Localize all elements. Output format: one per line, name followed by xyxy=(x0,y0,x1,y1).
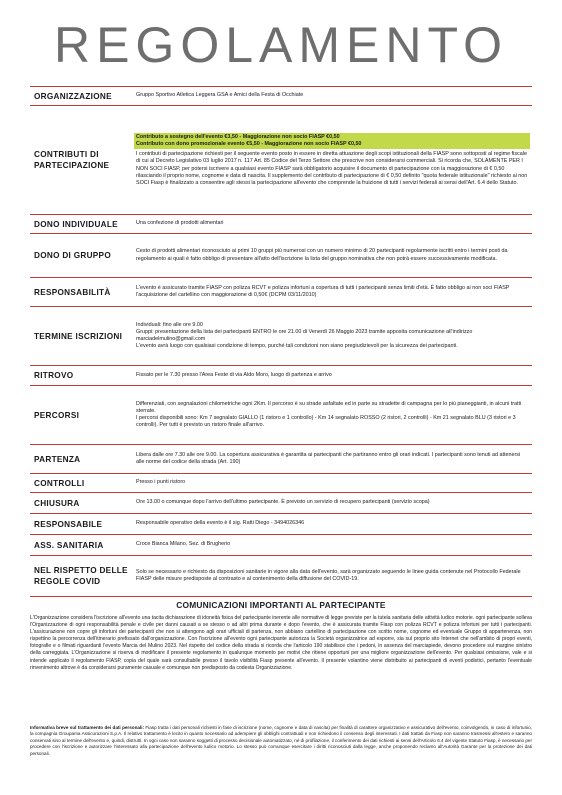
rule-value xyxy=(134,278,532,306)
rule-text: I contributi di partecipazione richiesti per il seguente evento posto in essere in diretta attuazione degli scopi istituzionali della FIASP sono sottoposti al regime fiscale di cui al Decreto Legislativo 03 luglio 2017 n. 117 Art. 85 Codice del Terzo Settore che prescrive non considerarsi commerciali. Si ricorda che, SOLAMENTE PER I NON SOCI FIASP, per potersi iscrivere a qualsiasi evento FIASP sarà obbligatorio acquisire il documento di partecipazione con la maggiorazione di € 0,50 rilasciando il proprio nome, cognome e data di nascita. Il supplemento del contributo di partecipazione di € 0,50 definito "quota federale istituzionale" richiesto ai non SOCI Fiasp è finalizzato a consentire agli stessi la partecipazione all'evento che comprende la fruizione di tutti i servizi federali ai sensi dell'Art. 6.4 dello Statuto. xyxy=(136,151,528,186)
rule-label: PARTENZA xyxy=(34,454,81,464)
rule-value xyxy=(134,234,532,277)
rule-value xyxy=(134,307,532,365)
rule-text: Ore 13.00 o comunque dopo l'arrivo dell'ultimo partecipante. È previsto un servizio di recupero partecipanti (servizio scopa) xyxy=(136,499,430,506)
rule-value xyxy=(134,386,532,444)
rule-label: DONO INDIVIDUALE xyxy=(34,219,118,229)
rule-text: Individuali: fino alle ore 9.00 xyxy=(136,321,203,328)
rule-text: Libera dalle ore 7.30 alle ore 9.00. La copertura assicurativa è garantita ai partecipanti che partiranno entro gli orari indicati. I partecipanti sono tenuti ad attenersi alle norme del codice della strada (Art. 190) xyxy=(136,451,521,465)
rule-label: ORGANIZZAZIONE xyxy=(34,91,112,101)
rule-text: L'evento è assicurato tramite FIASP con polizza RCVT e polizza infortuni a copertura di tutti i partecipanti senza limiti d'età. È fatto obbligo ai non soci FIASP l'acquisizione del cartellino con maggiorazione di 0,50€ (DCPM 03/11/2010) xyxy=(136,284,510,298)
contribution-highlight xyxy=(134,133,530,149)
rule-label: ASS. SANITARIA xyxy=(34,540,104,550)
rule-text: L'evento avrà luogo con qualsiasi condizione di tempo, purché tali condizioni non siano pregiudizievoli per la sicurezza dei partecipanti. xyxy=(136,343,458,350)
rule-row xyxy=(30,278,532,307)
rule-label: CONTROLLI xyxy=(34,478,85,488)
rule-row xyxy=(30,215,532,234)
rule-text: Una confezione di prodotti alimentari xyxy=(136,220,224,227)
rule-text: I percorsi disponibili sono: Km 7 segnalato GIALLO (1 ristoro e 1 controllo) - Km 14 segnalato ROSSO (2 ristori, 2 controlli) - Km 21 segnalato BLU (3 ristori e 3 controlli). Per tutti è previsto un ristoro finale all'arrivo. xyxy=(136,415,516,429)
rule-text: Gruppo Sportivo Atletica Leggera GSA e Amici della Festa di Occhiate xyxy=(136,92,304,99)
privacy-heading: Informativa breve sul trattamento dei dati personali: xyxy=(30,725,145,730)
rule-text: Croce Bianca Milano, Sez. di Brugherio xyxy=(136,541,231,548)
privacy-info xyxy=(30,725,532,757)
rule-value xyxy=(134,514,532,534)
rule-value xyxy=(134,87,532,105)
rule-row xyxy=(30,445,532,474)
rule-row xyxy=(30,234,532,278)
rule-label: TERMINE ISCRIZIONI xyxy=(34,331,123,341)
rule-text: Cesto di prodotti alimentari riconosciuto ai primi 10 gruppi più numerosi con un numero minimo di 20 partecipanti regolarmente iscritti entro i termini posti da regolamento ai quali è fatto obbligo di presentare all'atto dell'iscrizione la lista del gruppo nominativa che non potrà essere successivamente modificata. xyxy=(136,248,508,262)
rule-text: Presso i punti ristoro xyxy=(136,479,186,486)
rule-text: Fissato per le 7.30 presso l'Area Feste di via Aldo Moro, luogo di partenza e arrivo xyxy=(136,371,332,378)
rule-value xyxy=(134,366,532,385)
rule-row xyxy=(30,307,532,366)
rule-text: Gruppi: presentazione della lista dei partecipanti ENTRO le ore 21.00 di Venerdì 26 Maggio 2023 tramite apposita comunicazione all'indirizzo marciadelmulino@gmail.com xyxy=(136,328,473,342)
rule-row xyxy=(30,514,532,535)
rule-value xyxy=(134,106,532,214)
highlight-line: Contributo con dono promozionale evento €5,50 - Maggiorazione non socio FIASP €0,50 xyxy=(136,141,362,148)
rule-row xyxy=(30,386,532,445)
rule-row xyxy=(30,474,532,493)
rule-text: Solo se necessario e richiesto da disposizioni sanitarie in vigore alla data dell'evento, sarà organizzato seguendo le linee guida contenute nel Protocollo Federale FIASP delle misure predisposte al contrasto e al contenimento della diffusione del COVID-19. xyxy=(136,568,521,582)
rule-value xyxy=(134,493,532,513)
rule-value xyxy=(134,474,532,492)
rule-label: RESPONSABILE xyxy=(34,519,103,529)
rule-label: RESPONSABILITÀ xyxy=(34,287,111,297)
rule-value xyxy=(134,556,532,596)
rule-text: Responsabile operativo della evento è il sig. Ratti Diego - 3494026346 xyxy=(136,520,305,527)
rule-value xyxy=(134,535,532,555)
rule-row xyxy=(30,106,532,215)
rule-row xyxy=(30,535,532,556)
rule-row xyxy=(30,366,532,386)
communications-text: L'Organizzazione considera l'iscrizione all'evento una tacita dichiarazione di idoneità fisica del partecipante inerente alle normative di legge previste per la tutela sanitaria delle attività ludico motorie. ogni partecipante solleva l'Organizzazione di ogni responsabilità penale e civile per danni causati a se stesso o ad altri prima durante e dopo l'evento, che è assicurata tramite Fiasp con polizza RCVT e polizza infortuni per tutti i partecipanti. L'assicurazione non copre gli infortuni dei partecipanti che non si attengono agli orari ufficiali di partenza, non abbiano cartellino di partecipazione con scritto nome, cognome ed eventuale Gruppo di appartenenza, non rispettino la percorrenza dell'itinerario prefissato dall'organizzazione. Con l'iscrizione all'evento ogni partecipante autorizza la Società organizzatrice ad esporre, sia sul proprio sito Internet che nell'ambito di propri eventi, fotografie e o filmati riguardanti l'evento Marcia del Mulino 2023. Nel rispetto del codice della strada si ricorda che l'articolo 190 stabilisce che i pedoni, in assenza del marciapiede, devono procedere sul margine sinistro della carreggiata. L'Organizzazione si riserva di modificare il presente regolamento in qualunque momento per motivi che ritiene opportuni per una migliore organizzazione dell'evento. Per qualsiasi omissione, vale e si intende applicato il regolamento FIASP, copia del quale sarà consultabile presso il tavolo visibilità Fiasp presente all'evento. Il presente volantino viene distribuito ai partecipanti di eventi podistici, pertanto l'eventuale rinvenimento altrove è da considerarsi puramente casuale e comunque non predisposto da codesta Organizzazione. xyxy=(30,615,532,671)
communications-title: COMUNICAZIONI IMPORTANTI AL PARTECIPANTE xyxy=(176,600,386,610)
rule-text: Differenziati, con segnalazioni chilometriche ogni 2Km. Il percorso è su strade asfaltate ed in parte su stradette di campagna per lo più pianeggianti, in alcuni tratti sterrate. xyxy=(136,400,522,414)
rule-value xyxy=(134,445,532,473)
rule-label: DONO DI GRUPPO xyxy=(34,251,111,260)
privacy-text: Fiasp tratta i dati personali richiesti in fase di iscrizione (nome, cognome e data di nascita) per finalità di carattere organizzativo e assicurativo dell'evento, coinvolgendo, in caso di infortunio, la compagnia Groupama Assicurazioni S.p.A. Il relativo trattamento è lecito in quanto necessario ad adempiere gli obblighi contrattuali e non richiedono il consenso degli interessati. I dati trattati da Fiasp non saranno trasmessi all'estero e saranno conservati sino al termine dell'evento e, quindi, distrutti. In ogni caso non saranno soggetti di processo decisionale automatizzato, né di profilazione, il conferimento dei dati richiesti ai sensi dell'Articolo 6.4 del vigente Statuto Fiasp, è necessario per procedere con l'iscrizione e autorizzare l'interessato alla partecipazione dell'evento ludico motorio. Lo stesso può comunque esercitare i diritti riconosciuti dalla legge, anche proponendo reclamo all'Autorità Garante per la protezione dei dati personali. xyxy=(30,725,532,756)
rule-label: CONTRIBUTI DI PARTECIPAZIONE xyxy=(34,150,110,170)
rule-label: NEL RISPETTO DELLE REGOLE COVID xyxy=(34,566,128,586)
rule-row xyxy=(30,493,532,514)
rules-table xyxy=(30,86,532,597)
rule-value xyxy=(134,215,532,233)
page-title: REGOLAMENTO xyxy=(53,17,509,73)
rule-row xyxy=(30,87,532,106)
highlight-line: Contributo a sostegno dell'evento €3,50 - Maggiorazione non socio FIASP €0,50 xyxy=(136,134,340,141)
rule-label: RITROVO xyxy=(34,371,74,380)
rule-label: PERCORSI xyxy=(34,410,80,420)
rule-row xyxy=(30,556,532,597)
rule-label: CHIUSURA xyxy=(34,498,80,508)
